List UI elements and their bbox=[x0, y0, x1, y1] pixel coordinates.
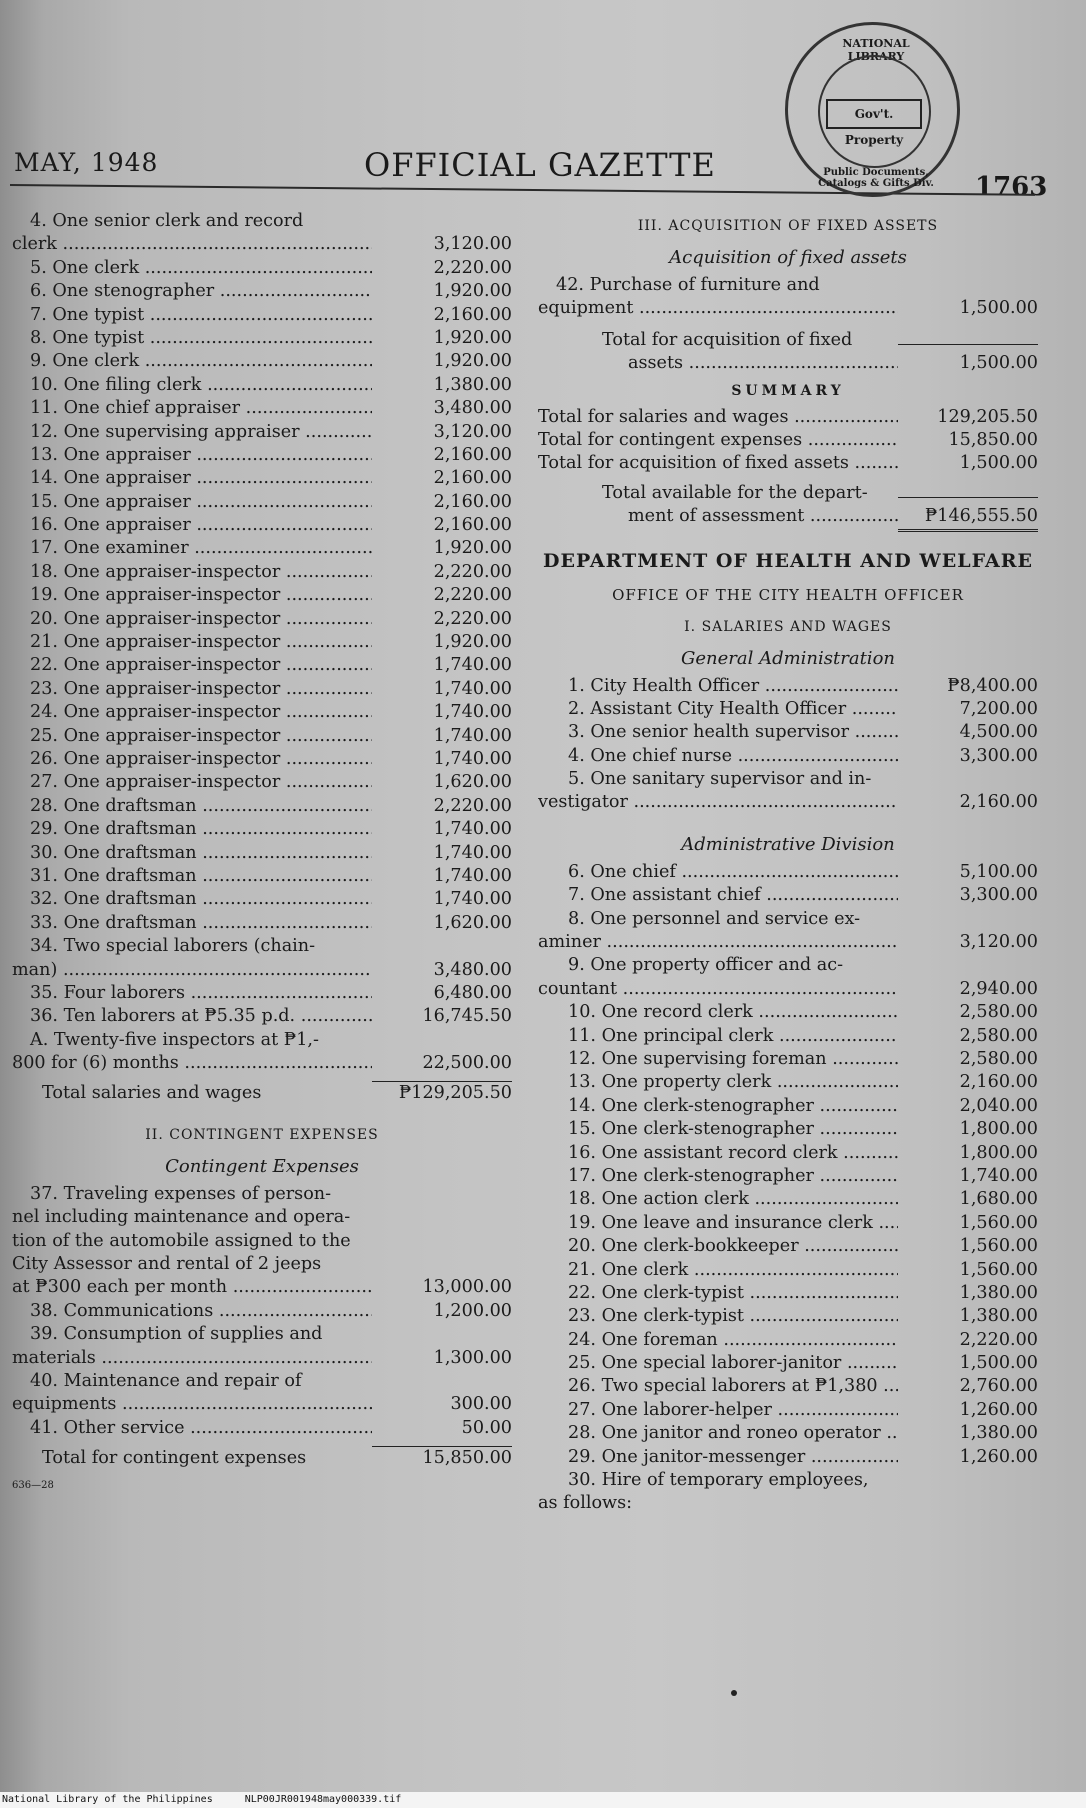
line-item-amount: 1,920.00 bbox=[433, 538, 512, 559]
line-item-label: 8. One personnel and service ex- bbox=[568, 908, 861, 929]
summary-items-list bbox=[538, 406, 1038, 476]
contingent-items-list bbox=[12, 1183, 512, 1440]
line-item-amount: 1,740.00 bbox=[433, 889, 512, 910]
line-item bbox=[12, 280, 512, 303]
line-item-label: 14. One appraiser ..... bbox=[12, 467, 372, 490]
total-contingent-label: Total for contingent expenses bbox=[42, 1448, 307, 1469]
right-column bbox=[538, 210, 1038, 1516]
line-item bbox=[12, 748, 512, 771]
line-item bbox=[12, 467, 512, 490]
line-item bbox=[538, 429, 1038, 452]
line-item-label: tion of the automobile assigned to the bbox=[12, 1230, 351, 1251]
line-item-label: 29. One draftsman ..... bbox=[12, 818, 372, 841]
line-item-label: 9. One property officer and ac- bbox=[568, 955, 844, 976]
acquisition-subheading: Acquisition of fixed assets bbox=[669, 247, 907, 268]
line-item bbox=[12, 1206, 512, 1229]
line-item-label: 25. One special laborer-janitor ..... bbox=[538, 1352, 898, 1375]
summary-total-amount: ₱146,555.50 bbox=[898, 505, 1038, 531]
summary-heading: SUMMARY bbox=[731, 382, 845, 399]
line-item-amount: 22,500.00 bbox=[422, 1053, 512, 1074]
line-item bbox=[12, 1393, 512, 1416]
total-salaries-row bbox=[12, 1081, 512, 1104]
line-item bbox=[12, 1005, 512, 1028]
line-item bbox=[538, 1188, 1038, 1211]
line-item-amount: 1,300.00 bbox=[433, 1347, 512, 1368]
line-item-amount: 3,120.00 bbox=[959, 932, 1038, 953]
line-item bbox=[12, 1417, 512, 1440]
line-item-amount: 50.00 bbox=[461, 1417, 512, 1438]
line-item-label: 6. One stenographer ..... bbox=[12, 280, 372, 303]
line-item bbox=[12, 374, 512, 397]
line-item bbox=[12, 327, 512, 350]
line-item-label: 37. Traveling expenses of person- bbox=[30, 1183, 332, 1204]
line-item bbox=[12, 1183, 512, 1206]
line-item-amount: 1,380.00 bbox=[959, 1306, 1038, 1327]
line-item-label: 800 for (6) months ..... bbox=[12, 1052, 372, 1075]
line-item-label: Total for contingent expenses ..... bbox=[538, 429, 898, 452]
line-item-amount: 3,120.00 bbox=[433, 234, 512, 255]
line-item bbox=[12, 233, 512, 256]
line-item-amount: 1,740.00 bbox=[433, 748, 512, 769]
line-item bbox=[538, 1142, 1038, 1165]
ink-dot bbox=[731, 1690, 737, 1696]
line-item bbox=[12, 561, 512, 584]
contingent-subheading: Contingent Expenses bbox=[165, 1155, 359, 1177]
line-item-label: 6. One chief ..... bbox=[538, 861, 898, 884]
line-item-label: 25. One appraiser-inspector ..... bbox=[12, 725, 372, 748]
line-item-amount: 2,940.00 bbox=[959, 978, 1038, 999]
line-item-label: 5. One sanitary supervisor and in- bbox=[568, 769, 872, 790]
line-item-label: 19. One leave and insurance clerk ..... bbox=[538, 1212, 898, 1235]
line-item-label: clerk ..... bbox=[12, 233, 372, 256]
line-item-label: 1. City Health Officer ..... bbox=[538, 675, 898, 698]
line-item-amount: 2,160.00 bbox=[433, 444, 512, 465]
office-heading: OFFICE OF THE CITY HEALTH OFFICER bbox=[612, 585, 964, 604]
line-item-amount: 1,920.00 bbox=[433, 327, 512, 348]
total-salaries-label: Total salaries and wages bbox=[42, 1083, 262, 1104]
scan-filename: NLP00JR001948may000339.tif bbox=[244, 1794, 402, 1805]
line-item-amount: 2,580.00 bbox=[959, 1048, 1038, 1069]
line-item bbox=[538, 1492, 1038, 1515]
page-number: 1763 bbox=[975, 172, 1048, 202]
line-item-amount: 2,580.00 bbox=[959, 1002, 1038, 1023]
line-item-amount: 2,220.00 bbox=[433, 608, 512, 629]
line-item-amount: 1,740.00 bbox=[433, 842, 512, 863]
line-item bbox=[538, 1001, 1038, 1024]
line-item-label: 18. One action clerk ..... bbox=[538, 1188, 898, 1211]
line-item bbox=[538, 1422, 1038, 1445]
line-item-label: equipments ..... bbox=[12, 1393, 372, 1416]
line-item-label: man) ..... bbox=[12, 959, 372, 982]
line-item-amount: 1,560.00 bbox=[959, 1259, 1038, 1280]
line-item bbox=[12, 1276, 512, 1299]
line-item bbox=[12, 1052, 512, 1075]
line-item bbox=[12, 888, 512, 911]
line-item-label: 12. One supervising appraiser ..... bbox=[12, 421, 372, 444]
line-item bbox=[538, 1025, 1038, 1048]
line-item-label: 23. One clerk-typist ..... bbox=[538, 1305, 898, 1328]
line-item bbox=[538, 721, 1038, 744]
line-item bbox=[538, 1375, 1038, 1398]
line-item bbox=[12, 795, 512, 818]
line-item-label: 27. One appraiser-inspector ..... bbox=[12, 771, 372, 794]
line-item bbox=[538, 1212, 1038, 1235]
line-item bbox=[538, 791, 1038, 814]
line-item bbox=[538, 954, 1038, 977]
line-item-label: 35. Four laborers ..... bbox=[12, 982, 372, 1005]
line-item-amount: 3,120.00 bbox=[433, 421, 512, 442]
line-item-amount: 1,560.00 bbox=[959, 1236, 1038, 1257]
line-item-amount: 1,260.00 bbox=[959, 1399, 1038, 1420]
line-item bbox=[12, 397, 512, 420]
publication-title: OFFICIAL GAZETTE bbox=[364, 146, 716, 184]
line-item-amount: 1,920.00 bbox=[433, 351, 512, 372]
line-item bbox=[12, 912, 512, 935]
line-item bbox=[538, 1165, 1038, 1188]
total-salaries-amount: ₱129,205.50 bbox=[372, 1081, 512, 1105]
line-item-amount: 2,220.00 bbox=[433, 795, 512, 816]
line-item-label: 38. Communications ..... bbox=[12, 1300, 372, 1323]
summary-total-line2: ment of assessment ..... ₱146,555.50 bbox=[538, 505, 1038, 528]
line-item-amount: 5,100.00 bbox=[959, 861, 1038, 882]
line-item-amount: 2,160.00 bbox=[433, 468, 512, 489]
line-item-amount: 1,620.00 bbox=[433, 912, 512, 933]
line-item bbox=[538, 745, 1038, 768]
line-item-label: 12. One supervising foreman ..... bbox=[538, 1048, 898, 1071]
line-item-label: 21. One clerk ..... bbox=[538, 1259, 898, 1282]
line-item bbox=[538, 1305, 1038, 1328]
line-item-label: 30. One draftsman ..... bbox=[12, 842, 372, 865]
line-item-amount: 1,740.00 bbox=[433, 819, 512, 840]
line-item-amount: ₱8,400.00 bbox=[947, 675, 1038, 696]
line-item-amount: 1,740.00 bbox=[433, 655, 512, 676]
contingent-heading: II. CONTINGENT EXPENSES bbox=[145, 1126, 379, 1143]
line-item-amount: 1,500.00 bbox=[959, 453, 1038, 474]
line-item-label: 31. One draftsman ..... bbox=[12, 865, 372, 888]
line-item bbox=[12, 444, 512, 467]
line-item bbox=[12, 1323, 512, 1346]
line-item-amount: 1,740.00 bbox=[433, 702, 512, 723]
line-item-label: 36. Ten laborers at ₱5.35 p.d. ..... bbox=[12, 1005, 372, 1028]
line-item-amount: 1,800.00 bbox=[959, 1142, 1038, 1163]
line-item-amount: 2,160.00 bbox=[433, 515, 512, 536]
line-item-label: Total for salaries and wages ..... bbox=[538, 406, 898, 429]
line-item bbox=[538, 884, 1038, 907]
line-item bbox=[538, 1095, 1038, 1118]
line-item bbox=[12, 701, 512, 724]
line-item bbox=[12, 865, 512, 888]
line-item bbox=[12, 608, 512, 631]
line-item bbox=[538, 1048, 1038, 1071]
line-item-label: 3. One senior health supervisor ..... bbox=[538, 721, 898, 744]
line-item bbox=[538, 931, 1038, 954]
line-item-label: 30. Hire of temporary employees, bbox=[568, 1470, 869, 1491]
line-item-label: 41. Other service ..... bbox=[12, 1417, 372, 1440]
line-item-label: 39. Consumption of supplies and bbox=[30, 1324, 323, 1345]
line-item-label: 29. One janitor-messenger ..... bbox=[538, 1446, 898, 1469]
acquisition-item-line1: 42. Purchase of furniture and bbox=[556, 275, 820, 295]
line-item-amount: 2,160.00 bbox=[433, 491, 512, 512]
line-item bbox=[538, 978, 1038, 1001]
line-item-amount: 1,800.00 bbox=[959, 1119, 1038, 1140]
line-item bbox=[12, 935, 512, 958]
line-item-label: 17. One examiner ..... bbox=[12, 537, 372, 560]
line-item-amount: 2,760.00 bbox=[959, 1376, 1038, 1397]
line-item-amount: 2,160.00 bbox=[433, 304, 512, 325]
total-contingent-row bbox=[12, 1446, 512, 1469]
line-item-label: 28. One janitor and roneo operator ..... bbox=[538, 1422, 898, 1445]
line-item bbox=[12, 210, 512, 233]
line-item-label: 16. One appraiser ..... bbox=[12, 514, 372, 537]
line-item-amount: 2,580.00 bbox=[959, 1025, 1038, 1046]
line-item-amount: 2,220.00 bbox=[959, 1329, 1038, 1350]
line-item-label: 18. One appraiser-inspector ..... bbox=[12, 561, 372, 584]
line-item-amount: 1,500.00 bbox=[959, 1353, 1038, 1374]
line-item bbox=[538, 406, 1038, 429]
line-item-label: 34. Two special laborers (chain- bbox=[30, 936, 316, 957]
line-item-amount: 1,380.00 bbox=[959, 1282, 1038, 1303]
stamp-bottom-text: Public Documents, Catalogs & Gifts Div. bbox=[818, 167, 934, 189]
line-item-amount: 7,200.00 bbox=[959, 698, 1038, 719]
line-item-amount: 1,620.00 bbox=[433, 772, 512, 793]
line-item bbox=[12, 257, 512, 280]
line-item bbox=[538, 1469, 1038, 1492]
line-item bbox=[12, 304, 512, 327]
line-item-label: 7. One assistant chief ..... bbox=[538, 884, 898, 907]
line-item-label: 21. One appraiser-inspector ..... bbox=[12, 631, 372, 654]
line-item-label: 4. One senior clerk and record bbox=[30, 211, 304, 231]
line-item bbox=[12, 631, 512, 654]
line-item-amount: 1,740.00 bbox=[433, 678, 512, 699]
line-item bbox=[538, 768, 1038, 791]
line-item-label: as follows: bbox=[538, 1493, 633, 1514]
line-item-amount: 1,740.00 bbox=[433, 865, 512, 886]
line-item-label: at ₱300 each per month ..... bbox=[12, 1276, 372, 1299]
line-item bbox=[12, 491, 512, 514]
department-heading: DEPARTMENT OF HEALTH AND WELFARE bbox=[543, 549, 1033, 572]
line-item-amount: 1,740.00 bbox=[959, 1165, 1038, 1186]
line-item bbox=[12, 678, 512, 701]
line-item bbox=[12, 725, 512, 748]
line-item-amount: 2,040.00 bbox=[959, 1095, 1038, 1116]
line-item-label: 20. One clerk-bookkeeper ..... bbox=[538, 1235, 898, 1258]
line-item bbox=[12, 421, 512, 444]
line-item-amount: 1,560.00 bbox=[959, 1212, 1038, 1233]
library-stamp bbox=[785, 22, 960, 197]
acquisition-item-line2: equipment ..... 1,500.00 bbox=[538, 297, 1038, 320]
scan-source: National Library of the Philippines bbox=[2, 1794, 213, 1805]
line-item bbox=[12, 982, 512, 1005]
line-item-label: 16. One assistant record clerk ..... bbox=[538, 1142, 898, 1165]
line-item-label: 10. One filing clerk ..... bbox=[12, 374, 372, 397]
total-contingent-amount: 15,850.00 bbox=[372, 1446, 512, 1470]
line-item-label: 33. One draftsman ..... bbox=[12, 912, 372, 935]
line-item-label: Total for acquisition of fixed assets ..... bbox=[538, 452, 898, 475]
line-item-label: 15. One appraiser ..... bbox=[12, 491, 372, 514]
line-item-amount: 2,220.00 bbox=[433, 585, 512, 606]
stamp-top-text: NATIONAL LIBRARY bbox=[842, 37, 910, 63]
acquisition-heading: III. ACQUISITION OF FIXED ASSETS bbox=[637, 218, 939, 234]
line-item bbox=[12, 1300, 512, 1323]
line-item-label: nel including maintenance and opera- bbox=[12, 1207, 351, 1228]
line-item-amount: 13,000.00 bbox=[422, 1277, 512, 1298]
line-item bbox=[538, 1352, 1038, 1375]
line-item-label: 9. One clerk ..... bbox=[12, 350, 372, 373]
line-item-label: 26. Two special laborers at ₱1,380 ..... bbox=[538, 1375, 898, 1398]
line-item-label: 24. One foreman ..... bbox=[538, 1329, 898, 1352]
line-item-label: 28. One draftsman ..... bbox=[12, 795, 372, 818]
line-item-amount: 1,740.00 bbox=[433, 725, 512, 746]
line-item-label: 4. One chief nurse ..... bbox=[538, 745, 898, 768]
line-item-amount: 1,260.00 bbox=[959, 1446, 1038, 1467]
acquisition-total-amount: 1,500.00 bbox=[959, 353, 1038, 374]
line-item-label: 15. One clerk-stenographer ..... bbox=[538, 1118, 898, 1141]
line-item-amount: 3,480.00 bbox=[433, 959, 512, 980]
general-admin-heading: General Administration bbox=[680, 647, 895, 669]
left-column bbox=[12, 210, 512, 1491]
line-item-label: 27. One laborer-helper ..... bbox=[538, 1399, 898, 1422]
acquisition-item-amount: 1,500.00 bbox=[959, 298, 1038, 319]
line-item-amount: 1,380.00 bbox=[433, 374, 512, 395]
salaries-heading: I. SALARIES AND WAGES bbox=[684, 618, 892, 635]
line-item-amount: 300.00 bbox=[450, 1394, 512, 1415]
line-item bbox=[12, 1253, 512, 1276]
line-item-amount: 2,220.00 bbox=[433, 257, 512, 278]
line-item-label: 5. One clerk ..... bbox=[12, 257, 372, 280]
acquisition-total-line2: assets ..... 1,500.00 bbox=[538, 352, 1038, 375]
salary-items-list bbox=[12, 210, 512, 1075]
summary-total-line1: Total available for the depart- bbox=[538, 482, 1038, 505]
line-item-label: A. Twenty-five inspectors at ₱1,- bbox=[30, 1029, 319, 1050]
line-item-amount: 15,850.00 bbox=[948, 429, 1038, 450]
line-item bbox=[538, 861, 1038, 884]
scan-footer bbox=[0, 1792, 1086, 1808]
line-item-label: 2. Assistant City Health Officer ..... bbox=[538, 698, 898, 721]
admin-items-list bbox=[538, 861, 1038, 1516]
line-item bbox=[12, 771, 512, 794]
line-item-amount: 2,160.00 bbox=[959, 792, 1038, 813]
line-item bbox=[538, 1259, 1038, 1282]
line-item-label: 8. One typist ..... bbox=[12, 327, 372, 350]
line-item bbox=[12, 350, 512, 373]
line-item-label: 22. One clerk-typist ..... bbox=[538, 1282, 898, 1305]
line-item-label: 26. One appraiser-inspector ..... bbox=[12, 748, 372, 771]
line-item-label: 24. One appraiser-inspector ..... bbox=[12, 701, 372, 724]
line-item bbox=[538, 1399, 1038, 1422]
line-item bbox=[12, 842, 512, 865]
print-code: 636—28 bbox=[12, 1479, 54, 1491]
line-item bbox=[538, 452, 1038, 475]
line-item-label: 23. One appraiser-inspector ..... bbox=[12, 678, 372, 701]
line-item-label: 19. One appraiser-inspector ..... bbox=[12, 584, 372, 607]
line-item-label: 40. Maintenance and repair of bbox=[30, 1370, 302, 1391]
line-item-amount: 1,920.00 bbox=[433, 281, 512, 302]
line-item-amount: 2,220.00 bbox=[433, 561, 512, 582]
line-item bbox=[538, 698, 1038, 721]
line-item-amount: 1,380.00 bbox=[959, 1423, 1038, 1444]
line-item-amount: 16,745.50 bbox=[422, 1006, 512, 1027]
line-item bbox=[538, 1235, 1038, 1258]
line-item-label: 11. One chief appraiser ..... bbox=[12, 397, 372, 420]
issue-date: MAY, 1948 bbox=[14, 148, 159, 177]
line-item-amount: 6,480.00 bbox=[433, 982, 512, 1003]
line-item-amount: 1,920.00 bbox=[433, 632, 512, 653]
line-item-label: 20. One appraiser-inspector ..... bbox=[12, 608, 372, 631]
line-item-amount: 129,205.50 bbox=[937, 406, 1038, 427]
line-item-label: vestigator ..... bbox=[538, 791, 898, 814]
line-item-amount: 3,300.00 bbox=[959, 745, 1038, 766]
line-item bbox=[12, 1029, 512, 1052]
stamp-center-text: Gov't. Property bbox=[826, 99, 922, 129]
line-item-label: 11. One principal clerk ..... bbox=[538, 1025, 898, 1048]
line-item bbox=[12, 959, 512, 982]
general-items-list bbox=[538, 675, 1038, 815]
line-item bbox=[538, 1329, 1038, 1352]
line-item-label: 13. One property clerk ..... bbox=[538, 1071, 898, 1094]
line-item-label: 10. One record clerk ..... bbox=[538, 1001, 898, 1024]
line-item-label: 13. One appraiser ..... bbox=[12, 444, 372, 467]
line-item bbox=[538, 908, 1038, 931]
line-item-amount: 2,160.00 bbox=[959, 1072, 1038, 1093]
line-item bbox=[12, 654, 512, 677]
line-item-label: materials ..... bbox=[12, 1347, 372, 1370]
line-item-label: countant ..... bbox=[538, 978, 898, 1001]
line-item bbox=[12, 537, 512, 560]
line-item-label: 7. One typist ..... bbox=[12, 304, 372, 327]
line-item-amount: 3,480.00 bbox=[433, 398, 512, 419]
line-item bbox=[538, 1282, 1038, 1305]
line-item bbox=[538, 675, 1038, 698]
line-item-amount: 1,680.00 bbox=[959, 1189, 1038, 1210]
line-item-label: 22. One appraiser-inspector ..... bbox=[12, 654, 372, 677]
line-item bbox=[12, 514, 512, 537]
line-item bbox=[538, 1446, 1038, 1469]
line-item bbox=[12, 818, 512, 841]
line-item-amount: 3,300.00 bbox=[959, 885, 1038, 906]
line-item bbox=[538, 1071, 1038, 1094]
line-item-amount: 1,200.00 bbox=[433, 1300, 512, 1321]
line-item-label: 32. One draftsman ..... bbox=[12, 888, 372, 911]
line-item bbox=[12, 584, 512, 607]
line-item bbox=[12, 1347, 512, 1370]
line-item-label: 14. One clerk-stenographer ..... bbox=[538, 1095, 898, 1118]
line-item-label: aminer ..... bbox=[538, 931, 898, 954]
line-item bbox=[12, 1230, 512, 1253]
line-item bbox=[12, 1370, 512, 1393]
admin-division-heading: Administrative Division bbox=[681, 833, 895, 855]
line-item-amount: 4,500.00 bbox=[959, 722, 1038, 743]
acquisition-total-line1: Total for acquisition of fixed bbox=[538, 329, 1038, 352]
line-item-label: City Assessor and rental of 2 jeeps bbox=[12, 1254, 322, 1275]
line-item-label: 17. One clerk-stenographer ..... bbox=[538, 1165, 898, 1188]
line-item bbox=[538, 1118, 1038, 1141]
